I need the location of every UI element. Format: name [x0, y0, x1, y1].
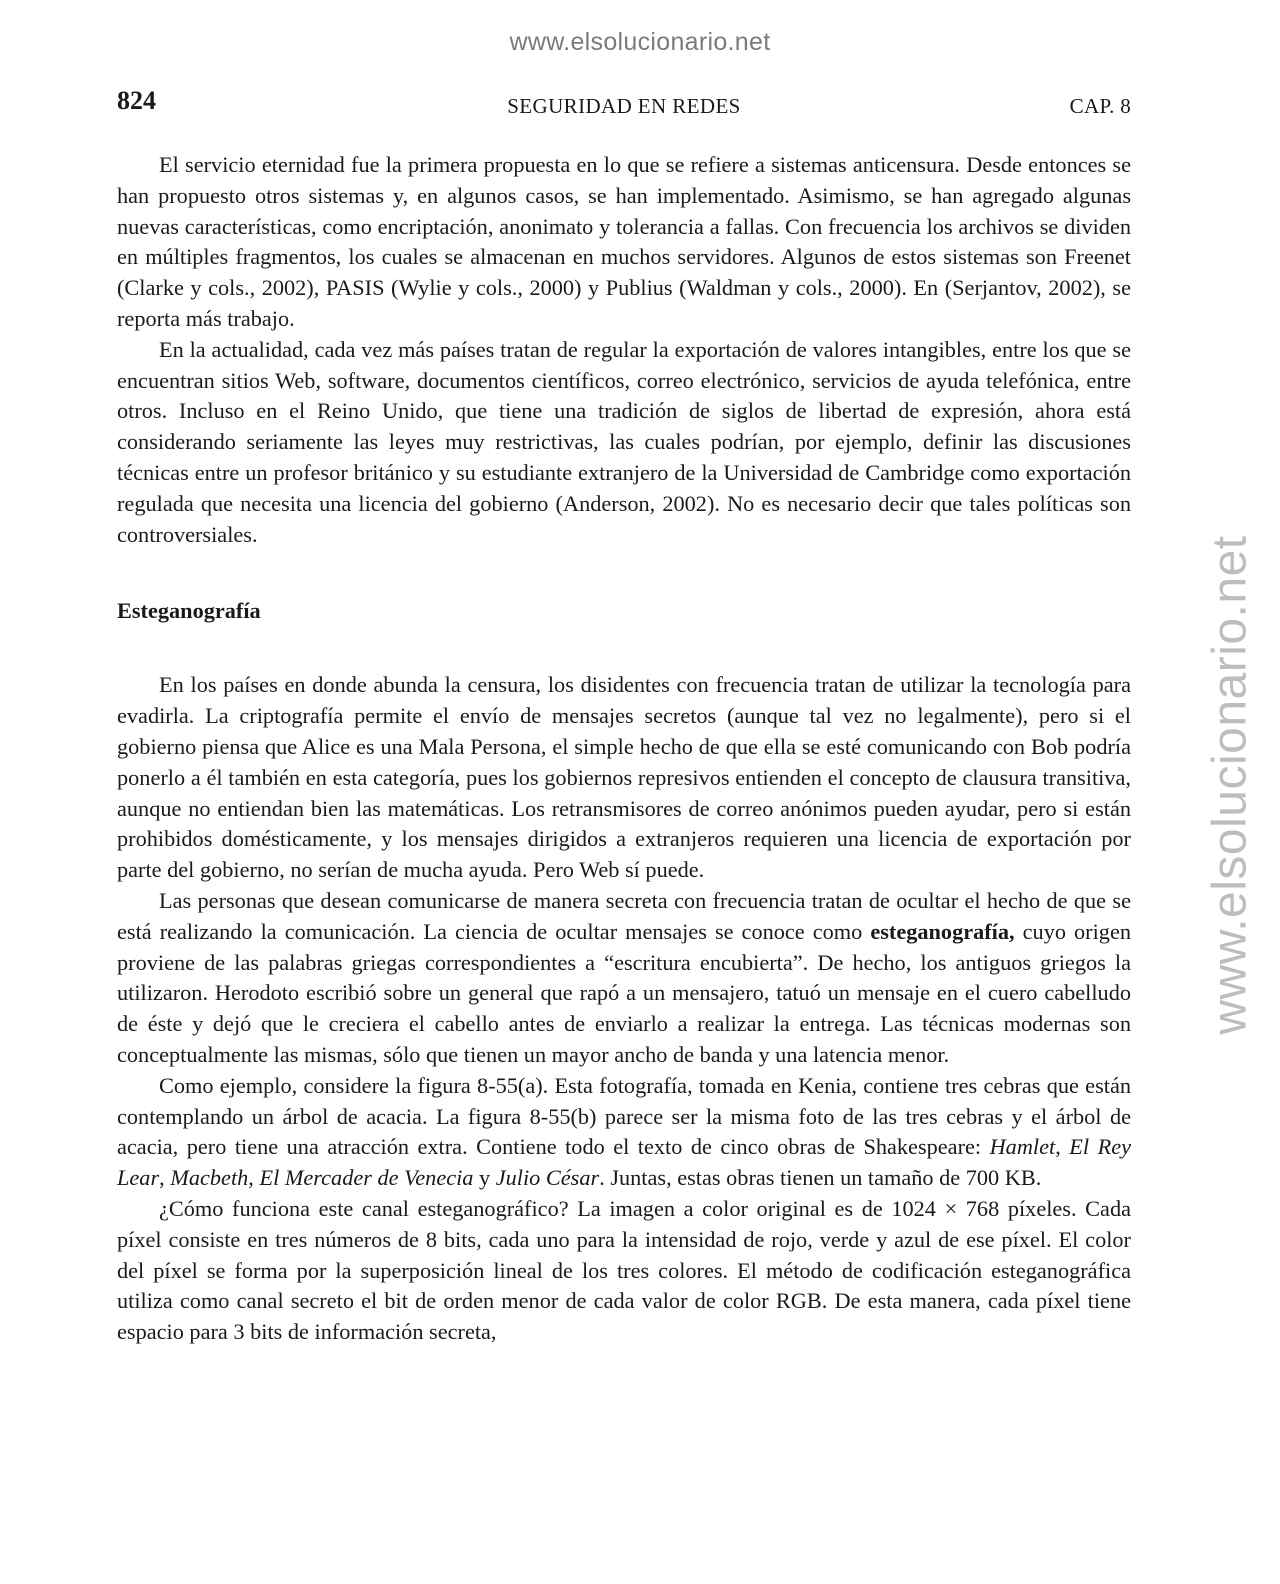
- paragraph-eternity-service: El servicio eternidad fue la primera propuesta en lo que se refiere a sistemas anticensura. Desde entonces se han propuesto otros sistemas y, en algunos casos, se han implementado. Asimismo, se han agregado algunas nuevas características, como encriptación, anonimato y tolerancia a fallas. Con frecuencia los archivos se dividen en múltiples fragmentos, los cuales se almacenan en muchos servidores. Algunos de estos sistemas son Freenet (Clarke y cols., 2002), PASIS (Wylie y cols., 2000) y Publius (Waldman y cols., 2000). En (Serjantov, 2002), se reporta más trabajo.: [117, 152, 1131, 331]
- paragraph-channel-explanation: ¿Cómo funciona este canal esteganográfico? La imagen a color original es de 1024 × 768 píxeles. Cada píxel consiste en tres números de 8 bits, cada uno para la intensidad de rojo, verde y azul de ese píxel. El color del píxel se forma por la superposición lineal de los tres colores. El método de codificación esteganográfica utiliza como canal secreto el bit de orden menor de cada valor de color RGB. De esta manera, cada píxel tiene espacio para 3 bits de información secreta,: [117, 1195, 1131, 1345]
- work-title: Macbeth: [170, 1165, 249, 1191]
- paragraph-zebra-example: [117, 1071, 1131, 1194]
- watermark-side-text: www.elsolucionario.net: [1203, 535, 1257, 1035]
- watermark-top: www.elsolucionario.net: [509, 28, 771, 56]
- text-separator: ,: [248, 1165, 260, 1191]
- work-title: Hamlet: [989, 1134, 1056, 1160]
- term-steganography: esteganografía,: [870, 918, 1015, 944]
- paragraph-steganography-definition: [117, 886, 1131, 1071]
- text-separator: y: [473, 1165, 496, 1191]
- text-run: cuyo origen proviene de las palabras griegas correspondientes a “escritura encubierta”. De hecho, los antiguos griegos la utilizaron. Herodoto escribió sobre un general que rapó a un mensajero, tatuó un mensaje en el cuero cabelludo de éste y dejó que le creciera el cabello antes de enviarlo a realizar la entrega. Las técnicas modernas son conceptualmente las mismas, sólo que tienen un mayor ancho de banda y una latencia menor.: [117, 918, 1131, 1067]
- text-separator: ,: [1055, 1134, 1070, 1160]
- text-run: Como ejemplo, considere la figura 8-55(a). Esta fotografía, tomada en Kenia, contiene tres cebras que están contemplando un árbol de acacia. La figura 8-55(b) parece ser la misma foto de las tres cebras y el árbol de acacia, pero tiene una atracción extra. Contiene todo el texto de cinco obras de Shakespeare:: [117, 1072, 1131, 1160]
- text-separator: ,: [159, 1165, 171, 1191]
- work-title: El Rey Lear: [117, 1134, 1131, 1191]
- work-title: El Mercader de Venecia: [259, 1165, 474, 1191]
- paragraph-censorship: En los países en donde abunda la censura, los disidentes con frecuencia tratan de utilizar la tecnología para evadirla. La criptografía permite el envío de mensajes secretos (aunque tal vez no legalmente), pero si el gobierno piensa que Alice es una Mala Persona, el simple hecho de que ella se esté comunicando con Bob podría ponerlo a él también en esta categoría, pues los gobiernos represivos entienden el concepto de clausura transitiva, aunque no entiendan bien las matemáticas. Los retransmisores de correo anónimos pueden ayudar, pero si están prohibidos domésticamente, y los mensajes dirigidos a extranjeros requieren una licencia de exportación por parte del gobierno, no serían de mucha ayuda. Pero Web sí puede.: [117, 672, 1131, 883]
- page-body: [117, 150, 1131, 1348]
- text-run: . Juntas, estas obras tienen un tamaño de 700 KB.: [599, 1165, 1042, 1191]
- text-run: Las personas que desean comunicarse de manera secreta con frecuencia tratan de ocultar el hecho de que se está realizando la comunicación. La ciencia de ocultar mensajes se conoce como: [117, 887, 1131, 944]
- section-heading-steganography: Esteganografía: [117, 598, 261, 624]
- paragraph-export-regulation: En la actualidad, cada vez más países tratan de regular la exportación de valores intangibles, entre los que se encuentran sitios Web, software, documentos científicos, correo electrónico, servicios de ayuda telefónica, entre otros. Incluso en el Reino Unido, que tiene una tradición de siglos de libertad de expresión, ahora está considerando seriamente las leyes muy restrictivas, las cuales podrían, por ejemplo, definir las discusiones técnicas entre un profesor británico y su estudiante extranjero de la Universidad de Cambridge como exportación regulada que necesita una licencia del gobierno (Anderson, 2002). No es necesario decir que tales políticas son controversiales.: [117, 336, 1131, 547]
- running-title: SEGURIDAD EN REDES: [507, 94, 741, 118]
- heading-spacer: [117, 626, 1131, 670]
- page-header: [117, 86, 1131, 126]
- page-number: 824: [117, 86, 156, 115]
- chapter-reference: CAP. 8: [1069, 94, 1131, 118]
- work-title: Julio César: [495, 1165, 600, 1191]
